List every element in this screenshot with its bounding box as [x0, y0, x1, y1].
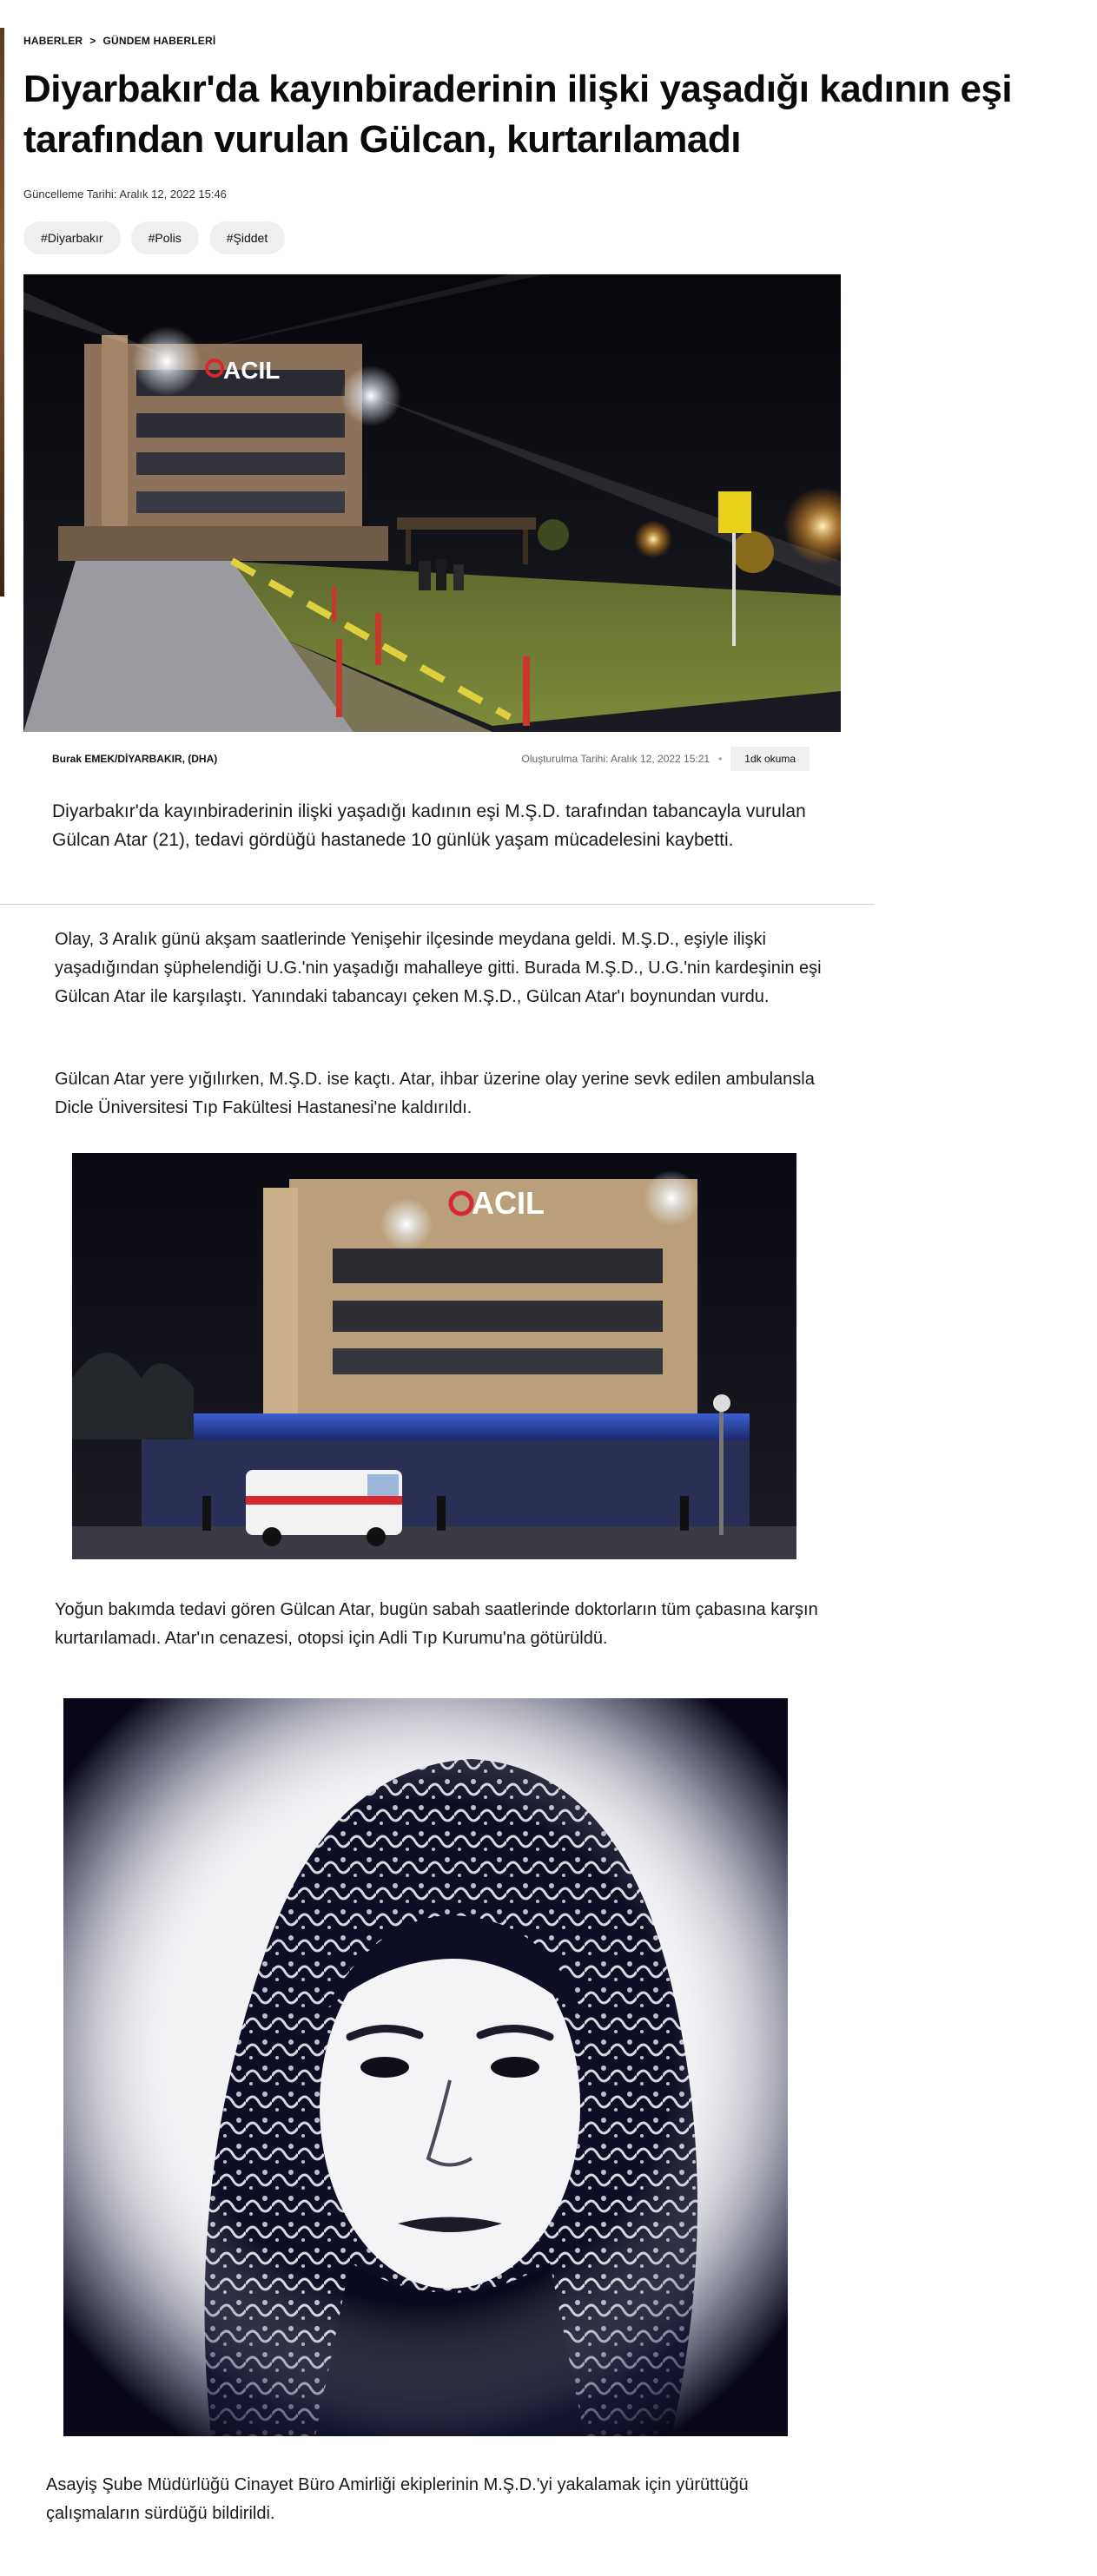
- article-image-ambulance: [72, 1153, 796, 1559]
- portrait-photo: [63, 1698, 788, 2436]
- article-image-portrait: [63, 1698, 788, 2436]
- author: Burak EMEK/DİYARBAKIR, (DHA): [52, 753, 218, 765]
- updated-date: Güncelleme Tarihi: Aralık 12, 2022 15:46: [23, 188, 227, 201]
- ambulance-hospital-photo: [72, 1153, 796, 1559]
- breadcrumb-separator: >: [89, 35, 96, 47]
- tag-polis[interactable]: #Polis: [131, 221, 199, 254]
- meta-separator-dot: •: [718, 753, 723, 765]
- hero-hospital-photo: [23, 274, 841, 732]
- article-meta: [522, 747, 810, 771]
- article-paragraph-2: Gülcan Atar yere yığılırken, M.Ş.D. ise kaçtı. Atar, ihbar üzerine olay yerine sevk edilen ambulansla Dicle Üniversitesi Tıp Fakültesi Hastanesi'ne kaldırıldı.: [55, 1070, 815, 1117]
- photo2-acil-sign: ACIL: [472, 1185, 545, 1221]
- read-time-badge: 1dk okuma: [730, 747, 810, 771]
- created-date: Oluşturulma Tarihi: Aralık 12, 2022 15:21: [521, 753, 710, 765]
- section-divider: [0, 904, 875, 905]
- side-ad-strip[interactable]: [0, 28, 4, 596]
- hero-image: [23, 274, 841, 732]
- article-paragraph-3: Yoğun bakımda tedavi gören Gülcan Atar, bugün sabah saatlerinde doktorların tüm çabasına karşın kurtarılamadı. Atar'ın cenazesi, otopsi için Adli Tıp Kurumu'na götürüldü.: [55, 1600, 818, 1648]
- article-paragraph-1: Olay, 3 Aralık günü akşam saatlerinde Yenişehir ilçesinde meydana geldi. M.Ş.D., eşiyle ilişki yaşadığından şüphelendiği U.G.'nin yaşadığı mahalleye gitti. Burada M.Ş.D., U.G.'nin kardeşinin eşi Gülcan Atar ile karşılaştı. Yanındaki tabancayı çeken M.Ş.D., Gülcan Atar'ı boynundan vurdu.: [55, 930, 822, 1006]
- article-paragraph-4: Asayiş Şube Müdürlüğü Cinayet Büro Amirliği ekiplerinin M.Ş.D.'yi yakalamak için yürüttüğü çalışmaların sürdüğü bildirildi.: [46, 2475, 749, 2523]
- breadcrumb: [23, 35, 215, 47]
- breadcrumb-item-haberler[interactable]: HABERLER: [23, 35, 83, 47]
- tag-diyarbakir[interactable]: #Diyarbakır: [23, 221, 121, 254]
- byline-row: [52, 747, 810, 771]
- hero-acil-sign: ACIL: [223, 357, 281, 384]
- article-lead: Diyarbakır'da kayınbiraderinin ilişki yaşadığı kadının eşi M.Ş.D. tarafından tabancayla vurulan Gülcan Atar (21), tedavi gördüğü hastanede 10 günlük yaşam mücadelesini kaybetti.: [52, 801, 806, 850]
- page-title: Diyarbakır'da kayınbiraderinin ilişki yaşadığı kadının eşi tarafından vurulan Gülcan, kurtarılamadı: [23, 68, 1013, 161]
- tag-siddet[interactable]: #Şiddet: [209, 221, 285, 254]
- breadcrumb-item-gundem[interactable]: GÜNDEM HABERLERİ: [102, 35, 216, 47]
- tag-list: [23, 221, 285, 254]
